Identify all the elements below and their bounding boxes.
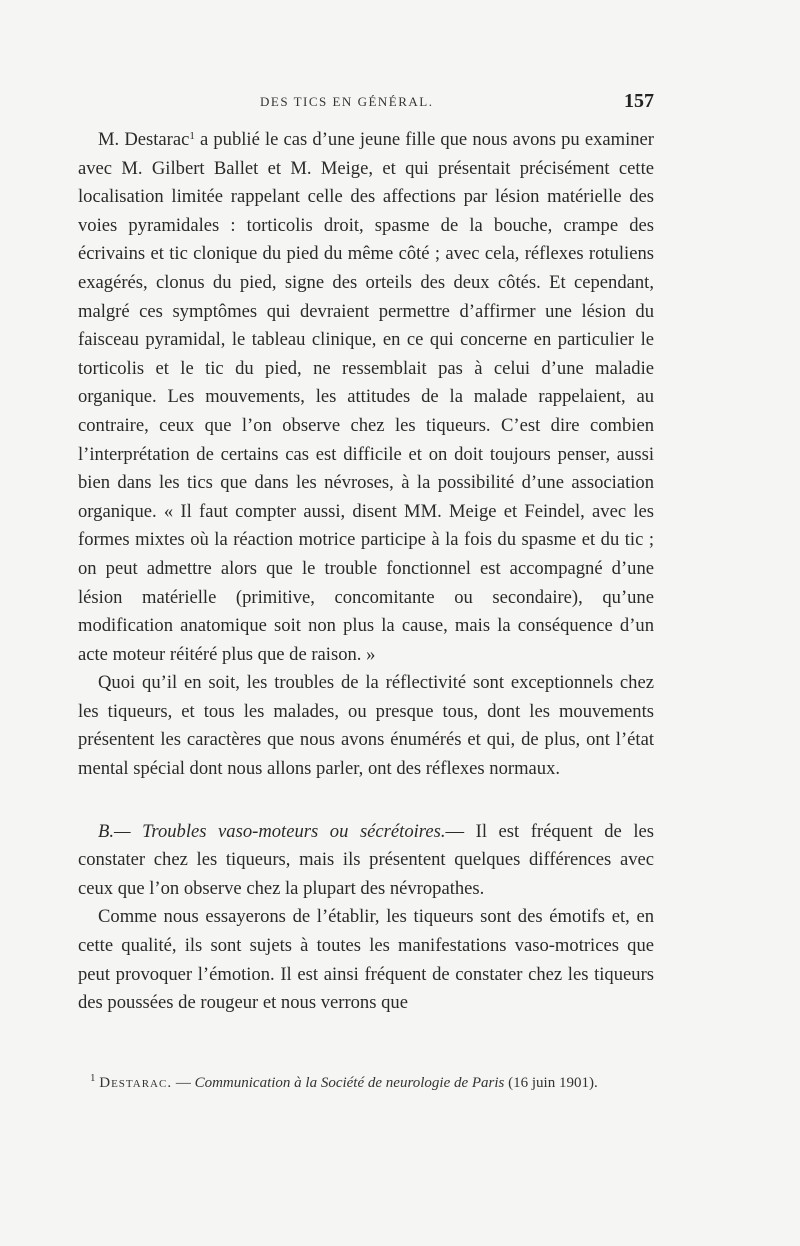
footnote-mark: 1 (90, 1072, 96, 1084)
section-label: B. (98, 820, 115, 842)
footnote-date: (16 juin 1901). (504, 1075, 598, 1091)
page-number: 157 (624, 90, 654, 112)
paragraph-text: — Il est fréquent de les constater chez les tiqueurs, mais ils présentent quelques différences avec ceux que l’on observe chez la plupart des névropathes. (78, 820, 654, 899)
body-text (78, 126, 654, 1018)
running-head: DES TICS EN GÉNÉRAL. (260, 94, 434, 109)
footnote-author: Destarac. (99, 1075, 173, 1091)
paragraph (78, 126, 654, 669)
paragraph-lead: M. Destarac (98, 129, 190, 150)
section-paragraph (78, 818, 654, 904)
paragraph: Quoi qu’il en soit, les troubles de la réflectivité sont exceptionnels chez les tiqueurs, et tous les malades, ou presque tous, dont les mouvements présentent les caractères que nous avons énumérés et qui, de plus, ont l’état mental spécial dont nous allons parler, ont des réflexes normaux. (78, 672, 654, 780)
footnote-title: Communication à la Société de neurologie de Paris (194, 1075, 505, 1091)
page-header (78, 90, 654, 120)
footnote-dash: — (172, 1075, 195, 1091)
footnote (78, 1072, 654, 1094)
section-title: — Troubles vaso-moteurs ou sécrétoires. (114, 820, 446, 842)
footnote-ref: 1 (189, 130, 195, 142)
paragraph: Comme nous essayerons de l’établir, les tiqueurs sont des émotifs et, en cette qualité, ils sont sujets à toutes les manifestations vaso-motrices que peut provoquer l’émotion. Il est ainsi fréquent de constater chez les tiqueurs des poussées de rougeur et nous verrons que (78, 906, 654, 1014)
paragraph-text: a publié le cas d’une jeune fille que nous avons pu examiner avec M. Gilbert Ballet et M. Meige, et qui présentait précisément cette localisation limitée rappelant celle des affections par lésion matérielle des voies pyramidales : torticolis droit, spasme de la bouche, crampe des écrivains et tic clonique du pied du même côté ; avec cela, réflexes rotuliens exagérés, clonus du pied, signe des orteils des deux côtés. Et cependant, malgré ces symptômes qui devraient permettre d’affirmer une lésion du faisceau pyramidal, le tableau clinique, en ce qui concerne en particulier le torticolis et le tic du pied, ne ressemblait pas à celui d’une maladie organique. Les mouvements, les attitudes de la malade rappelaient, au contraire, ceux que l’on observe chez les tiqueurs. C’est dire combien l’interprétation de certains cas est difficile et on doit toujours penser, aussi bien dans les tics que dans les névroses, à la possibilité d’une association organique. « Il faut compter aussi, disent MM. Meige et Feindel, avec les formes mixtes où la réaction motrice participe à la fois du spasme et du tic ; on peut admettre alors que le trouble fonctionnel est accompagné d’une lésion matérielle (primitive, concomitante ou secondaire), qu’une modification anatomique soit non plus la cause, mais la conséquence d’un acte moteur réitéré plus que de raison. » (78, 129, 654, 665)
